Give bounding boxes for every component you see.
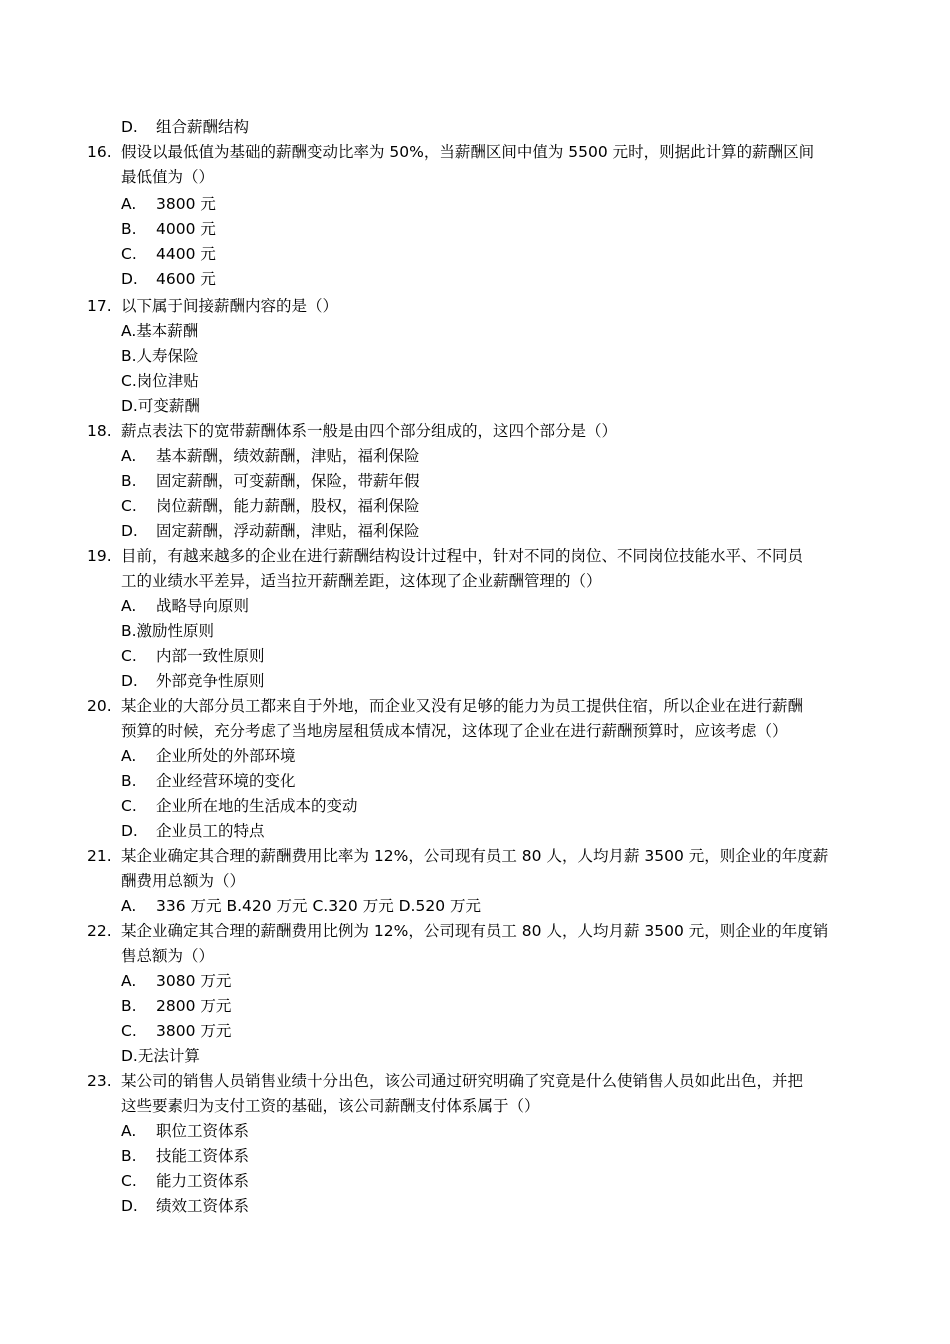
option-label: D.: [121, 118, 138, 136]
question-text: 某公司的销售人员销售业绩十分出色，该公司通过研究明确了究竟是什么使销售人员如此出色，并把: [121, 1072, 804, 1090]
option-text: 基本薪酬，绩效薪酬，津贴，福利保险: [156, 447, 420, 465]
question-number: 23.: [87, 1072, 112, 1090]
option-text: 技能工资体系: [156, 1147, 250, 1165]
option-text: 内部一致性原则: [156, 647, 265, 665]
option-label: C.: [121, 245, 137, 263]
option-label: D.: [121, 1197, 138, 1215]
option-text: 绩效工资体系: [156, 1197, 250, 1215]
option-label: D.: [121, 270, 138, 288]
option-label: A.: [121, 447, 137, 465]
option-text: 组合薪酬结构: [156, 118, 250, 136]
option-label: B.: [121, 472, 137, 490]
option-label: D.: [121, 522, 138, 540]
question-text: 预算的时候，充分考虑了当地房屋租赁成本情况，这体现了企业在进行薪酬预算时，应该考虑（）: [121, 722, 788, 740]
option-inline: B.人寿保险: [121, 347, 199, 365]
question-text: 薪点表法下的宽带薪酬体系一般是由四个部分组成的，这四个部分是（）: [121, 422, 618, 440]
option-text: 战略导向原则: [156, 597, 250, 615]
question-text: 假设以最低值为基础的薪酬变动比率为 50%，当薪酬区间中值为 5500 元时，则据此计算的薪酬区间: [121, 143, 815, 161]
option-text: 2800 万元: [156, 997, 232, 1015]
option-text: 企业员工的特点: [156, 822, 265, 840]
option-label: C.: [121, 797, 137, 815]
option-text: 能力工资体系: [156, 1172, 250, 1190]
option-text: 3800 万元: [156, 1022, 232, 1040]
option-text: 固定薪酬，可变薪酬，保险，带薪年假: [156, 472, 420, 490]
option-label: A.: [121, 747, 137, 765]
option-inline: D.可变薪酬: [121, 397, 200, 415]
option-text: 4600 元: [156, 270, 216, 288]
option-text: 336 万元 B.420 万元 C.320 万元 D.520 万元: [156, 897, 482, 915]
option-label: B.: [121, 772, 137, 790]
question-number: 16.: [87, 143, 112, 161]
option-label: A.: [121, 1122, 137, 1140]
question-number: 21.: [87, 847, 112, 865]
option-text: 3080 万元: [156, 972, 232, 990]
question-number: 22.: [87, 922, 112, 940]
option-text: 企业所处的外部环境: [156, 747, 296, 765]
question-number: 18.: [87, 422, 112, 440]
option-label: B.: [121, 997, 137, 1015]
option-label: C.: [121, 1022, 137, 1040]
option-text: 3800 元: [156, 195, 216, 213]
option-inline: B.激励性原则: [121, 622, 215, 640]
option-text: 企业经营环境的变化: [156, 772, 296, 790]
option-text: 固定薪酬，浮动薪酬，津贴，福利保险: [156, 522, 420, 540]
option-text: 4400 元: [156, 245, 216, 263]
question-text: 酬费用总额为（）: [121, 872, 246, 890]
option-label: A.: [121, 597, 137, 615]
option-text: 岗位薪酬，能力薪酬，股权，福利保险: [156, 497, 420, 515]
option-label: C.: [121, 1172, 137, 1190]
option-text: 4000 元: [156, 220, 216, 238]
option-label: A.: [121, 972, 137, 990]
question-text: 某企业确定其合理的薪酬费用比率为 12%，公司现有员工 80 人，人均月薪 3500 元，则企业的年度薪: [121, 847, 829, 865]
option-label: D.: [121, 822, 138, 840]
option-label: A.: [121, 195, 137, 213]
question-text: 以下属于间接薪酬内容的是（）: [121, 297, 339, 315]
question-text: 某企业的大部分员工都来自于外地，而企业又没有足够的能力为员工提供住宿，所以企业在进行薪酬: [121, 697, 804, 715]
option-inline: A.基本薪酬: [121, 322, 199, 340]
question-text: 这些要素归为支付工资的基础，该公司薪酬支付体系属于（）: [121, 1097, 540, 1115]
question-text: 工的业绩水平差异，适当拉开薪酬差距，这体现了企业薪酬管理的（）: [121, 572, 602, 590]
option-inline: D.无法计算: [121, 1047, 200, 1065]
option-text: 职位工资体系: [156, 1122, 250, 1140]
option-label: D.: [121, 672, 138, 690]
option-label: B.: [121, 220, 137, 238]
question-text: 目前，有越来越多的企业在进行薪酬结构设计过程中，针对不同的岗位、不同岗位技能水平、不同员: [121, 547, 804, 565]
option-label: B.: [121, 1147, 137, 1165]
question-number: 20.: [87, 697, 112, 715]
question-number: 19.: [87, 547, 112, 565]
option-label: C.: [121, 647, 137, 665]
option-text: 企业所在地的生活成本的变动: [156, 797, 358, 815]
question-text: 最低值为（）: [121, 168, 215, 186]
option-label: C.: [121, 497, 137, 515]
question-text: 某企业确定其合理的薪酬费用比例为 12%，公司现有员工 80 人，人均月薪 3500 元，则企业的年度销: [121, 922, 829, 940]
option-text: 外部竞争性原则: [156, 672, 265, 690]
option-inline: C.岗位津贴: [121, 372, 199, 390]
question-number: 17.: [87, 297, 112, 315]
question-text: 售总额为（）: [121, 947, 215, 965]
option-label: A.: [121, 897, 137, 915]
